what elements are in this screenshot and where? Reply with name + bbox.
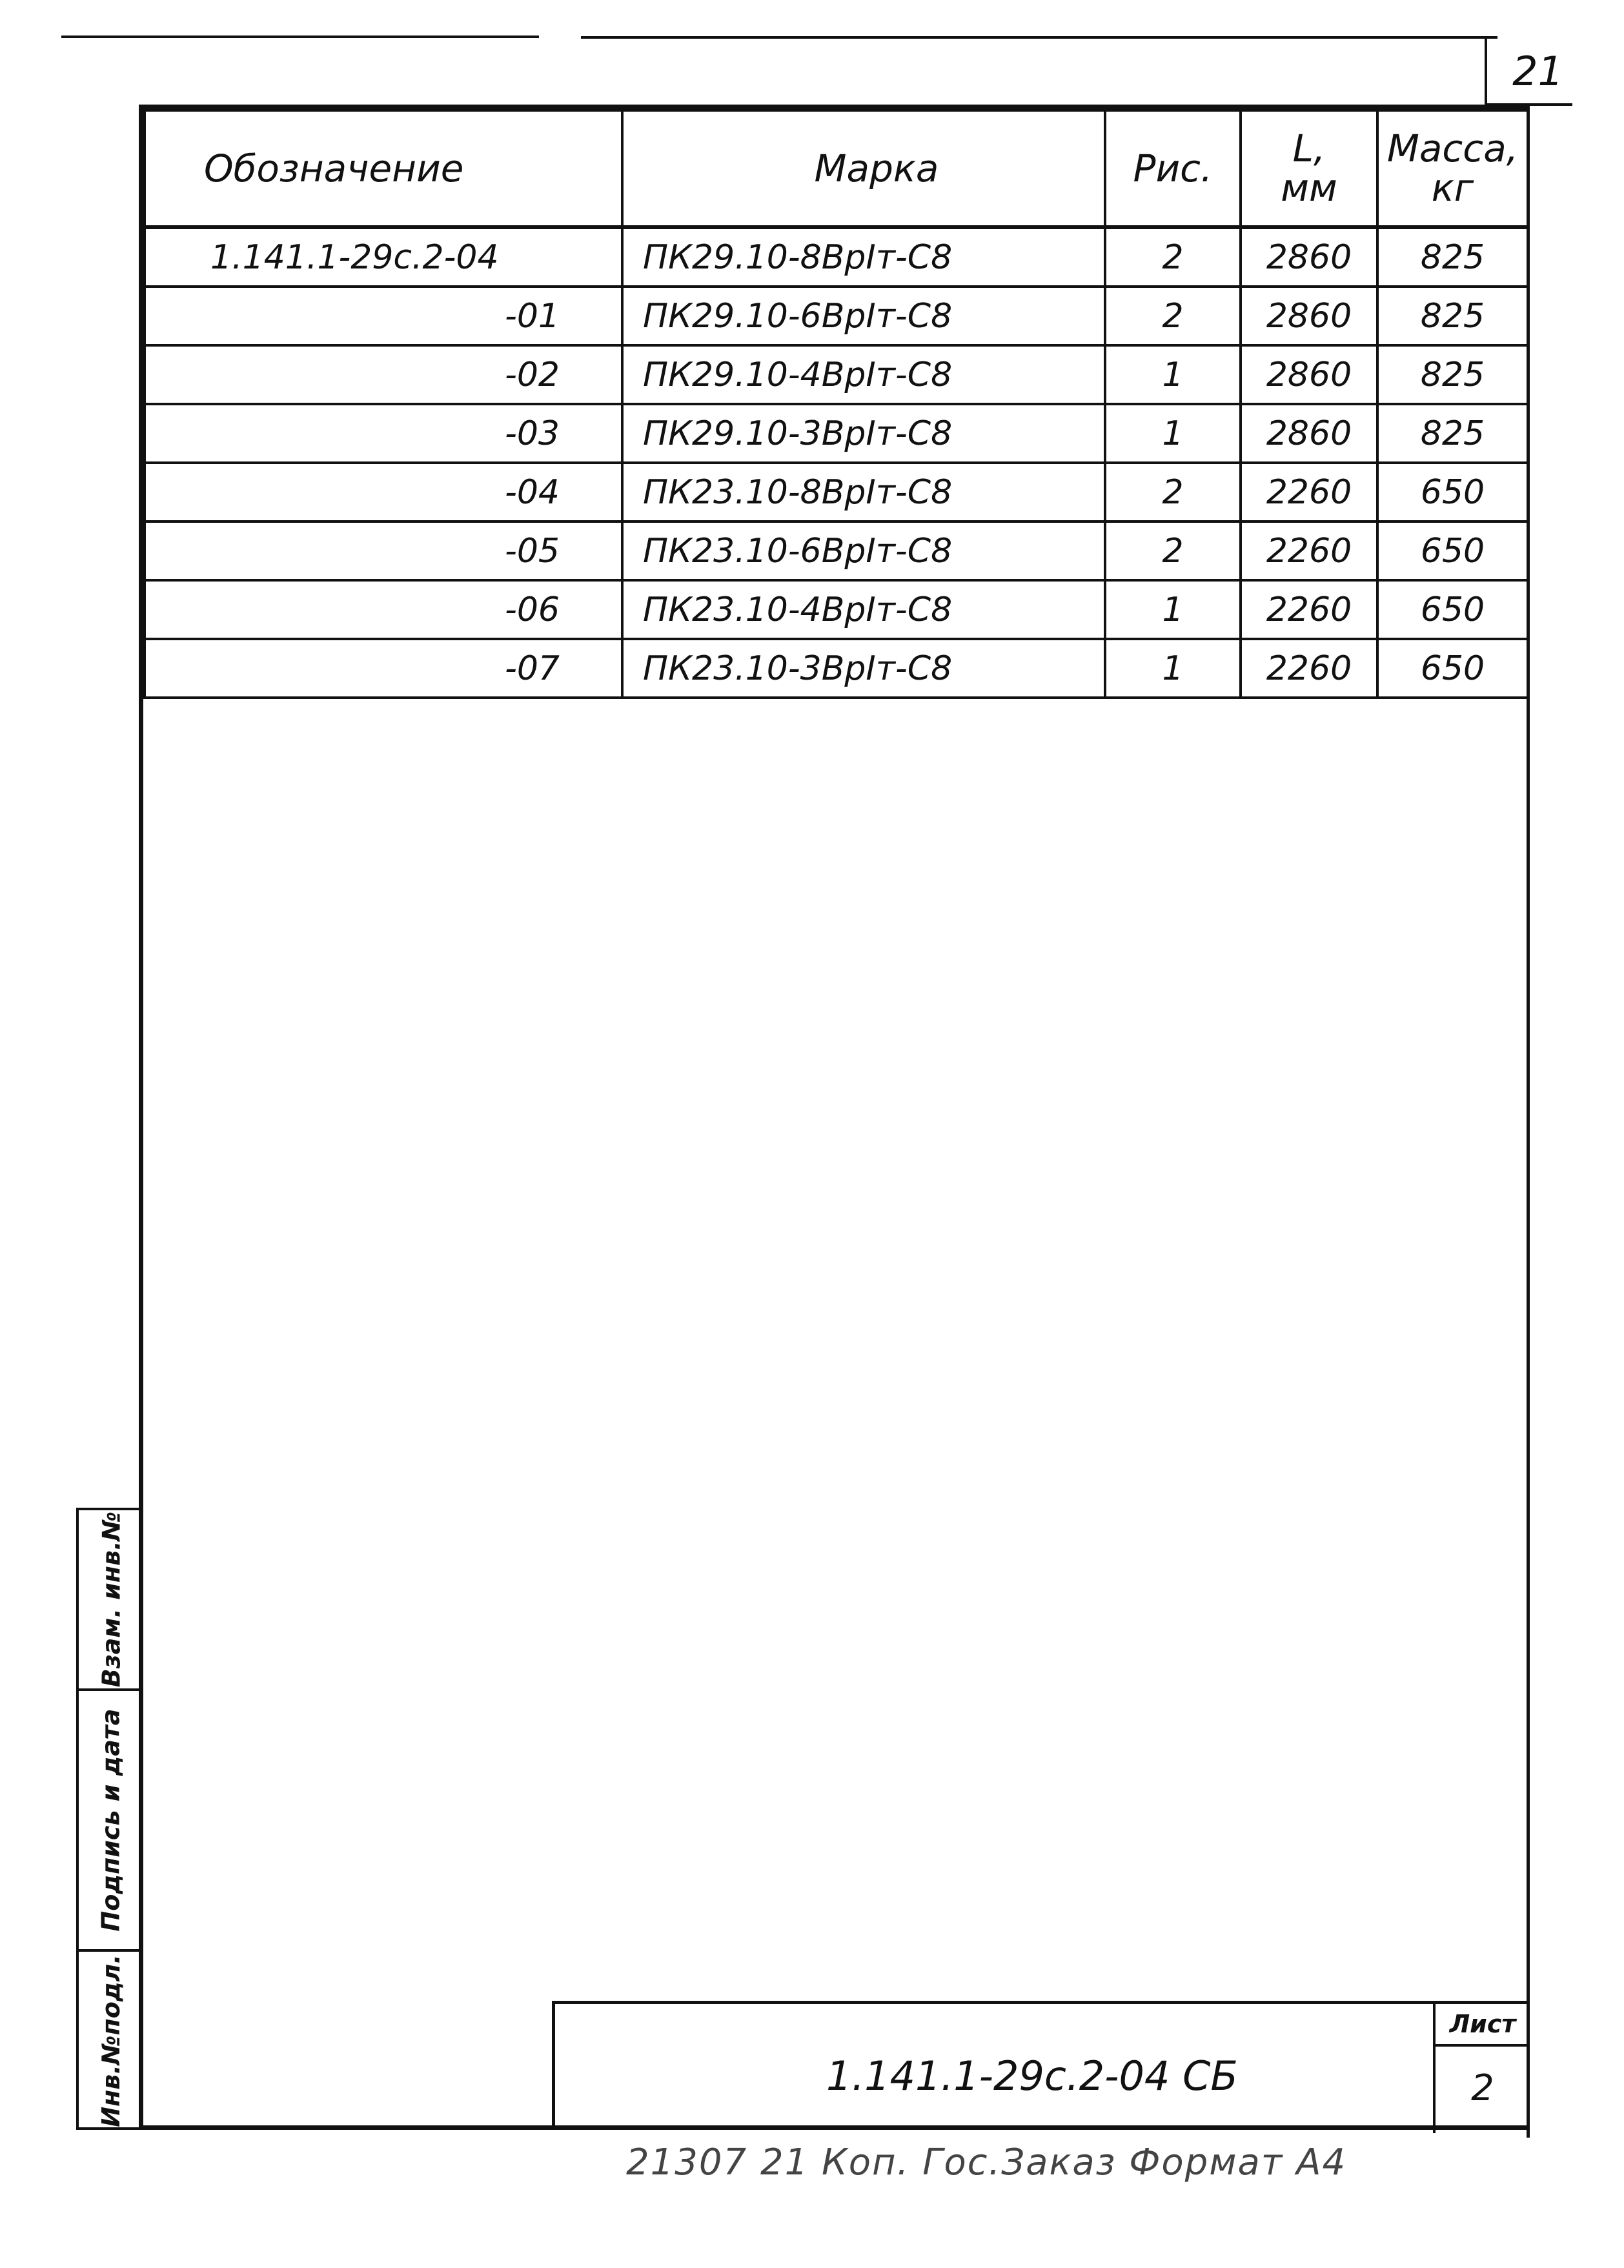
page-number: 21 — [1512, 48, 1563, 95]
cell-mass: 825 — [1377, 227, 1528, 287]
header-mass-unit: кг — [1431, 166, 1474, 210]
strip-cell-sign-date — [79, 1691, 143, 1949]
strip-label-sign-date: Подпись и дата — [97, 1708, 125, 1932]
cell-designation: -02 — [145, 345, 622, 404]
specification-table — [143, 109, 1529, 699]
cell-figure: 1 — [1105, 345, 1241, 404]
cell-designation: -06 — [145, 580, 622, 639]
cell-mass: 650 — [1377, 639, 1528, 698]
footer-text: 21307 21 Коп. Гос.Заказ Формат А4 — [626, 2141, 1347, 2183]
cell-designation: -03 — [145, 404, 622, 463]
table-row — [145, 463, 1528, 521]
top-rule — [61, 35, 539, 38]
cell-length: 2260 — [1241, 580, 1377, 639]
header-length-symbol: L, — [1292, 127, 1326, 171]
cell-designation: -04 — [145, 463, 622, 521]
strip-label-inv-orig: Инв.№подл. — [97, 1954, 126, 2127]
header-length-unit: мм — [1281, 166, 1337, 210]
header-mark: Марка — [622, 110, 1105, 227]
cell-figure: 1 — [1105, 639, 1241, 698]
cell-mark: ПК29.10-6ВрIт-С8 — [622, 287, 1105, 345]
strip-label-replace-inv: Взам. инв.№ — [97, 1511, 125, 1688]
cell-figure: 2 — [1105, 227, 1241, 287]
cell-figure: 1 — [1105, 404, 1241, 463]
cell-mark: ПК23.10-4ВрIт-С8 — [622, 580, 1105, 639]
page-number-box — [1485, 39, 1572, 106]
cell-length: 2260 — [1241, 639, 1377, 698]
cell-figure: 1 — [1105, 580, 1241, 639]
cell-mark: ПК29.10-4ВрIт-С8 — [622, 345, 1105, 404]
cell-designation: 1.141.1-29с.2-04 — [145, 227, 622, 287]
sheet-number: 2 — [1471, 2067, 1494, 2109]
cell-mass: 650 — [1377, 463, 1528, 521]
header-mass — [1377, 110, 1528, 227]
cell-mass: 650 — [1377, 580, 1528, 639]
cell-length: 2860 — [1241, 404, 1377, 463]
cell-designation: -05 — [145, 521, 622, 580]
top-rule — [581, 36, 1497, 39]
cell-length: 2860 — [1241, 287, 1377, 345]
cell-mark: ПК29.10-3ВрIт-С8 — [622, 404, 1105, 463]
title-block — [552, 2001, 1527, 2130]
cell-figure: 2 — [1105, 463, 1241, 521]
cell-designation: -07 — [145, 639, 622, 698]
table-row — [145, 404, 1528, 463]
binding-strip — [76, 1508, 143, 2130]
cell-mass: 650 — [1377, 521, 1528, 580]
cell-designation: -01 — [145, 287, 622, 345]
cell-mark: ПК23.10-6ВрIт-С8 — [622, 521, 1105, 580]
table-row — [145, 521, 1528, 580]
table-row — [145, 227, 1528, 287]
cell-length: 2260 — [1241, 521, 1377, 580]
cell-length: 2860 — [1241, 227, 1377, 287]
table-row — [145, 345, 1528, 404]
cell-mark: ПК23.10-3ВрIт-С8 — [622, 639, 1105, 698]
cell-figure: 2 — [1105, 287, 1241, 345]
table-row — [145, 639, 1528, 698]
header-designation: Обозначение — [145, 110, 622, 227]
cell-length: 2260 — [1241, 463, 1377, 521]
cell-mark: ПК29.10-8ВрIт-С8 — [622, 227, 1105, 287]
document-code: 1.141.1-29с.2-04 СБ — [826, 2052, 1238, 2100]
table-row — [145, 287, 1528, 345]
cell-length: 2860 — [1241, 345, 1377, 404]
table-row — [145, 580, 1528, 639]
cell-mass: 825 — [1377, 404, 1528, 463]
header-length — [1241, 110, 1377, 227]
header-mass-title: Масса, — [1386, 127, 1519, 171]
cell-mass: 825 — [1377, 287, 1528, 345]
table-header-row — [145, 110, 1528, 227]
cell-mark: ПК23.10-8ВрIт-С8 — [622, 463, 1105, 521]
cell-figure: 2 — [1105, 521, 1241, 580]
cell-mass: 825 — [1377, 345, 1528, 404]
strip-cell-inv-orig — [79, 1952, 143, 2130]
strip-cell-replace-inv — [79, 1510, 143, 1688]
sheet-label: Лист — [1436, 2004, 1530, 2047]
sheet-box — [1433, 2004, 1530, 2133]
header-figure: Рис. — [1105, 110, 1241, 227]
